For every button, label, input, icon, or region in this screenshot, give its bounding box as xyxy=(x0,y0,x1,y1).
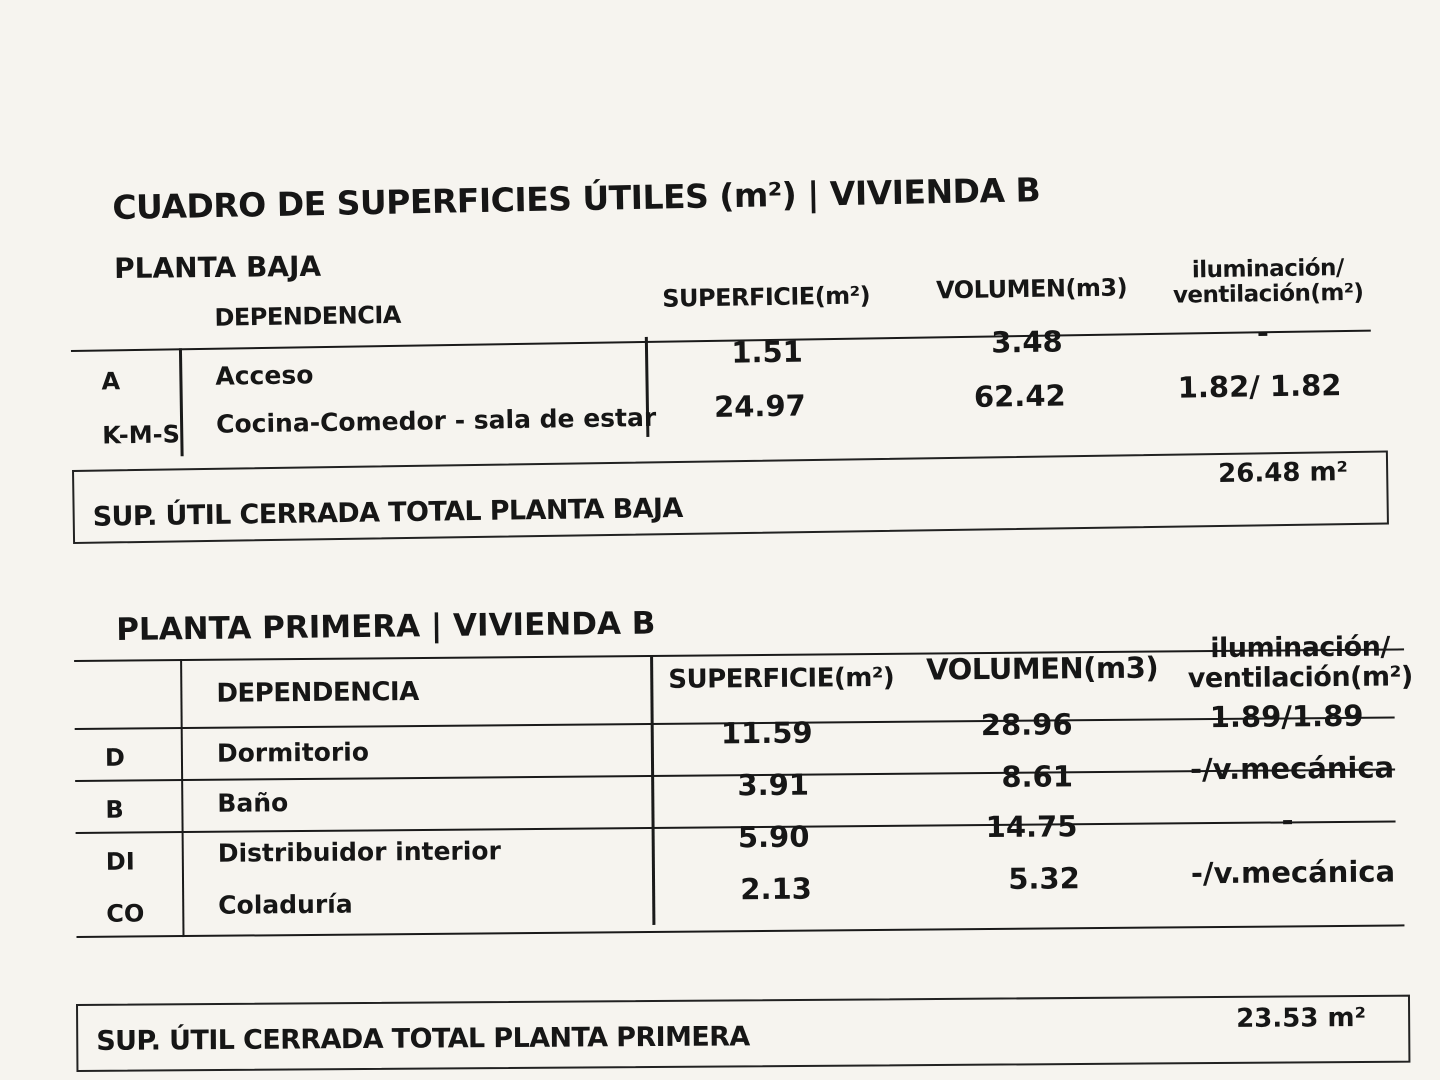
row-iluminacion: 1.89/1.89 xyxy=(1209,698,1364,735)
row-name: Baño xyxy=(217,788,289,818)
total-value: 26.48 m² xyxy=(1217,457,1349,489)
row-volumen: 5.32 xyxy=(1008,861,1080,896)
planta-baja-total-box xyxy=(72,450,1389,544)
header-superficie: SUPERFICIE(m²) xyxy=(668,662,895,695)
total-label: SUP. ÚTIL CERRADA TOTAL PLANTA BAJA xyxy=(92,492,683,533)
row-superficie: 11.59 xyxy=(720,715,813,751)
row-volumen: 62.42 xyxy=(973,378,1066,414)
planta-primera-heading: PLANTA PRIMERA | VIVIENDA B xyxy=(116,605,656,648)
header-iluminacion-line1: iluminación/ xyxy=(1210,631,1390,665)
row-code: DI xyxy=(105,847,135,876)
header-iluminacion-line2: ventilación(m²) xyxy=(1187,661,1413,695)
header-volumen: VOLUMEN(m3) xyxy=(935,273,1128,305)
row-superficie: 5.90 xyxy=(737,819,810,855)
header-iluminacion xyxy=(1180,632,1421,694)
row-superficie: 1.51 xyxy=(731,334,804,370)
row-code: A xyxy=(101,367,121,396)
header-iluminacion-line1: iluminación/ xyxy=(1191,254,1344,284)
total-label: SUP. ÚTIL CERRADA TOTAL PLANTA PRIMERA xyxy=(96,1021,750,1057)
planta-primera-total-box xyxy=(76,995,1410,1072)
row-code: K-M-S xyxy=(102,420,181,450)
row-superficie: 24.97 xyxy=(713,388,807,424)
row-volumen: 28.96 xyxy=(980,707,1073,743)
row-name: Coladuría xyxy=(218,889,353,920)
row-superficie: 2.13 xyxy=(740,871,813,907)
row-name: Acceso xyxy=(215,360,314,391)
total-value: 23.53 m² xyxy=(1236,1002,1367,1034)
row-name: Dormitorio xyxy=(216,737,370,768)
row-code: CO xyxy=(106,899,145,928)
row-superficie: 3.91 xyxy=(737,767,810,803)
header-superficie: SUPERFICIE(m²) xyxy=(661,281,871,313)
row-iluminacion: -/v.mecánica xyxy=(1190,854,1396,891)
row-code: B xyxy=(105,795,124,824)
name-column-rule xyxy=(650,655,655,925)
planta-primera-table xyxy=(74,631,1413,940)
document-title: CUADRO DE SUPERFICIES ÚTILES (m²) | VIVIENDA B xyxy=(112,170,1041,227)
row-name: Cocina-Comedor - sala de estar xyxy=(215,402,657,439)
row-iluminacion: 1.82/ 1.82 xyxy=(1177,368,1342,405)
header-dependencia: DEPENDENCIA xyxy=(214,300,402,332)
row-code: D xyxy=(104,743,125,772)
bottom-rule xyxy=(76,924,1404,938)
header-iluminacion-line2: ventilación(m²) xyxy=(1172,279,1364,309)
row-volumen: 3.48 xyxy=(990,324,1063,360)
header-dependencia: DEPENDENCIA xyxy=(216,676,419,709)
row-iluminacion: - xyxy=(1281,803,1294,838)
row-iluminacion: - xyxy=(1256,315,1270,350)
row-volumen: 14.75 xyxy=(985,809,1078,845)
header-volumen: VOLUMEN(m3) xyxy=(926,650,1159,687)
planta-baja-heading: PLANTA BAJA xyxy=(114,249,322,285)
row-name: Distribuidor interior xyxy=(217,836,501,868)
row-volumen: 8.61 xyxy=(1001,759,1074,794)
row-iluminacion: -/v.mecánica xyxy=(1189,750,1395,787)
code-column-rule xyxy=(180,659,184,937)
header-iluminacion xyxy=(1168,256,1369,309)
